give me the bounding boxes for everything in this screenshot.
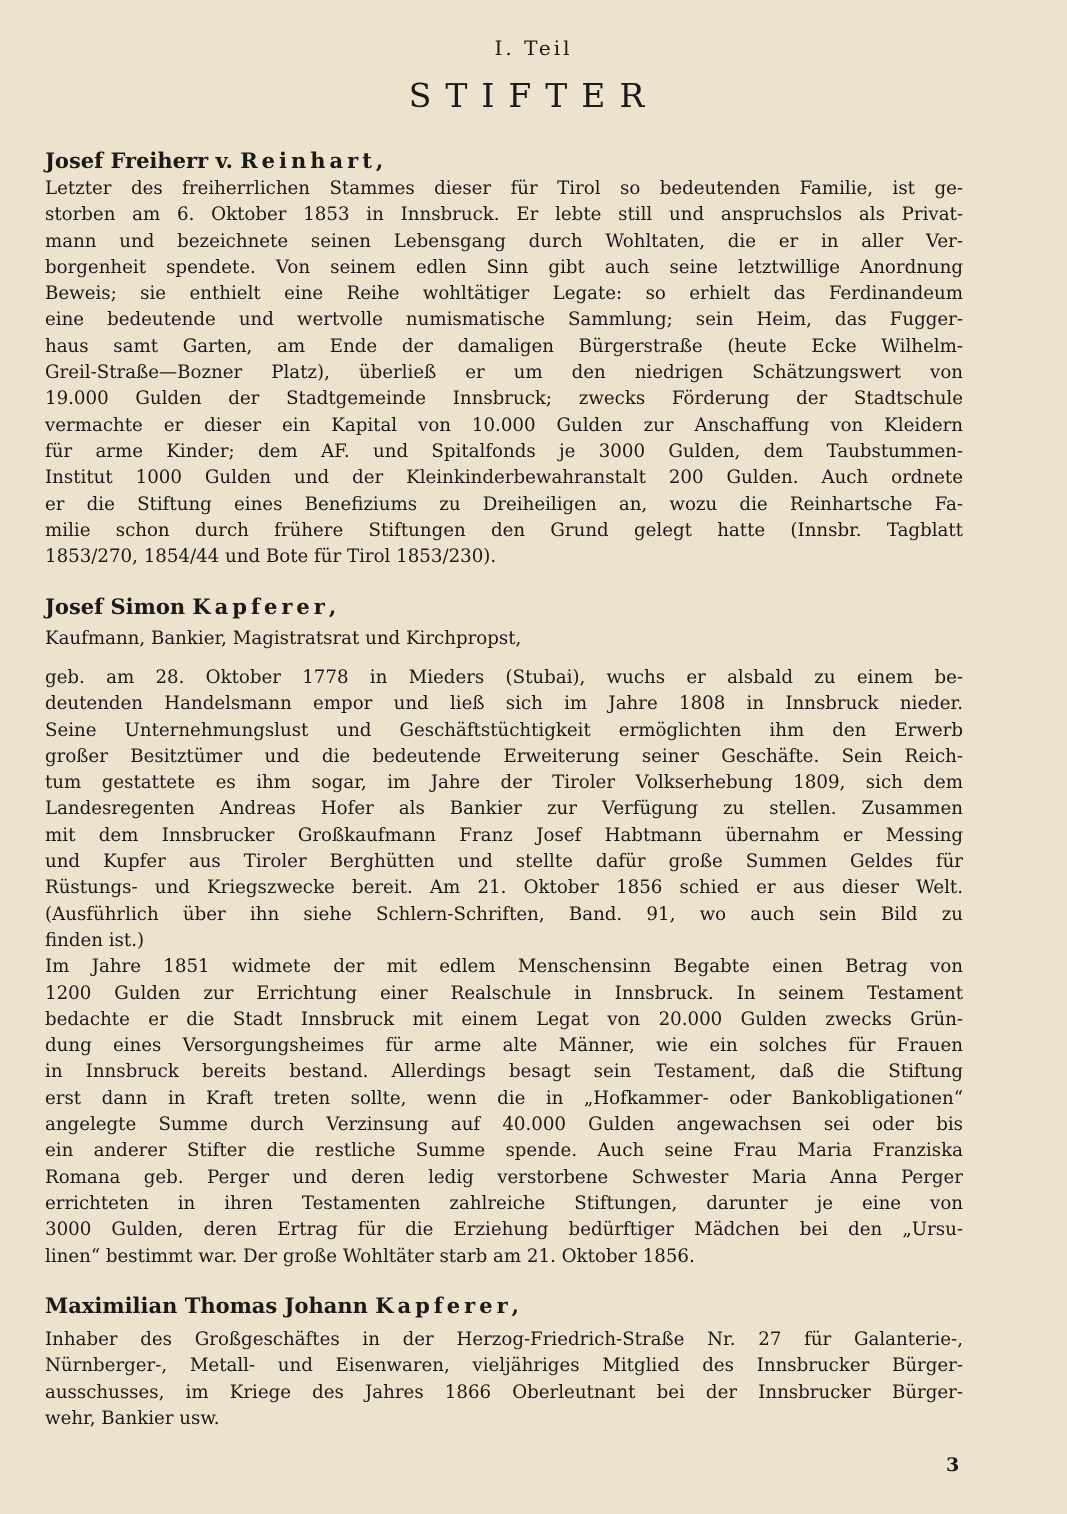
text-line: vermachte er dieser ein Kapital von 10.000 Gulden zur Anschaffung von Kleidern	[45, 414, 963, 436]
entry-name-suffix: ,	[375, 148, 384, 173]
entry-name-suffix: ,	[511, 1293, 519, 1318]
text-line: in Innsbruck bereits bestand. Allerdings besagt sein Testament, daß die Stiftung	[45, 1061, 963, 1083]
text-line: tum gestattete es ihm sogar, im Jahre der Tiroler Volkserhebung 1809, sich dem	[45, 772, 963, 794]
entry-paragraph	[45, 665, 963, 1270]
entry-surname: Kapferer	[375, 1293, 512, 1318]
text-line: und Kupfer aus Tiroler Berghütten und stellte dafür große Summen Geldes für	[45, 851, 963, 873]
text-line: Im Jahre 1851 widmete der mit edlem Menschensinn Begabte einen Betrag von	[45, 956, 963, 978]
entry-name-suffix: ,	[328, 594, 337, 619]
text-line: Inhaber des Großgeschäftes in der Herzog-Friedrich-Straße Nr. 27 für Galanterie-,	[45, 1329, 963, 1350]
entry-name-prefix: Josef Simon	[45, 594, 193, 619]
entry-name-maximilian-kapferer	[45, 1293, 519, 1318]
entry-name-reinhart	[45, 148, 383, 173]
text-line: Romana geb. Perger und deren ledig verstorbene Schwester Maria Anna Perger	[45, 1166, 963, 1188]
text-line: mann und bezeichnete seinen Lebensgang durch Wohltaten, die er in aller Ver-	[45, 230, 963, 252]
text-line: Nürnberger-, Metall- und Eisenwaren, vieljähriges Mitglied des Innsbrucker Bürger-	[45, 1355, 963, 1377]
text-line: angelegte Summe durch Verzinsung auf 40.000 Gulden angewachsen sei oder bis	[45, 1114, 963, 1136]
text-line: erst dann in Kraft treten sollte, wenn die in „Hofkammer- oder Bankobligationen“	[45, 1087, 963, 1109]
text-line: finden ist.)	[45, 929, 145, 951]
text-line: Institut 1000 Gulden und der Kleinkinderbewahranstalt 200 Gulden. Auch ordnete	[45, 467, 963, 489]
text-line: Landesregenten Andreas Hofer als Bankier zur Verfügung zu stellen. Zusammen	[45, 798, 963, 820]
text-line: 19.000 Gulden der Stadtgemeinde Innsbruck; zwecks Förderung der Stadtschule	[45, 388, 963, 410]
text-line: (Ausführlich über ihn siehe Schlern-Schriften, Band. 91, wo auch sein Bild zu	[45, 903, 963, 925]
entry-surname: Kapferer	[192, 594, 329, 619]
page-title: STIFTER	[408, 76, 659, 115]
text-line: 3000 Gulden, deren Ertrag für die Erziehung bedürftiger Mädchen bei den „Ursu-	[45, 1219, 963, 1241]
text-line: Seine Unternehmungslust und Geschäftstüchtigkeit ermöglichten ihm den Erwerb	[45, 719, 963, 741]
text-line: deutenden Handelsmann empor und ließ sich im Jahre 1808 in Innsbruck nieder.	[45, 693, 963, 715]
text-line: eine bedeutende und wertvolle numismatische Sammlung; sein Heim, das Fugger-	[45, 309, 963, 331]
text-line: Letzter des freiherrlichen Stammes dieser für Tirol so bedeutenden Familie, ist ge-	[45, 178, 963, 199]
entry-subtitle: Kaufmann, Bankier, Magistratsrat und Kirchpropst,	[45, 628, 522, 649]
text-line: linen“ bestimmt war. Der große Wohltäter starb am 21. Oktober 1856.	[45, 1245, 695, 1267]
text-line: errichteten in ihren Testamenten zahlreiche Stiftungen, darunter je eine von	[45, 1192, 963, 1214]
text-line: ein anderer Stifter die restliche Summe spende. Auch seine Frau Maria Franziska	[45, 1140, 963, 1162]
entry-surname: Reinhart	[240, 148, 376, 173]
part-heading: I. Teil	[494, 36, 573, 60]
text-line: mit dem Innsbrucker Großkaufmann Franz Josef Habtmann übernahm er Messing	[45, 824, 963, 846]
text-line: großer Besitztümer und die bedeutende Erweiterung seiner Geschäfte. Sein Reich-	[45, 745, 963, 767]
text-line: milie schon durch frühere Stiftungen den Grund gelegt hatte (Innsbr. Tagblatt	[45, 519, 963, 541]
entry-name-prefix: Josef Freiherr v.	[45, 148, 241, 173]
text-line: Rüstungs- und Kriegszwecke bereit. Am 21. Oktober 1856 schied er aus dieser Welt.	[45, 877, 963, 899]
text-line: 1853/270, 1854/44 und Bote für Tirol 1853/230).	[45, 546, 497, 568]
text-line: storben am 6. Oktober 1853 in Innsbruck. Er lebte still und anspruchslos als Privat-	[45, 204, 963, 226]
text-line: ausschusses, im Kriege des Jahres 1866 Oberleutnant bei der Innsbrucker Bürger-	[45, 1381, 963, 1403]
text-line: für arme Kinder; dem AF. und Spitalfonds je 3000 Gulden, dem Taubstummen-	[45, 440, 963, 462]
entry-paragraph	[45, 176, 963, 570]
page-number: 3	[946, 1454, 960, 1476]
text-line: wehr, Bankier usw.	[45, 1407, 220, 1429]
text-line: Greil-Straße—Bozner Platz), überließ er um den niedrigen Schätzungswert von	[45, 362, 963, 384]
text-line: borgenheit spendete. Von seinem edlen Sinn gibt auch seine letztwillige Anordnung	[45, 256, 963, 278]
text-line: 1200 Gulden zur Errichtung einer Realschule in Innsbruck. In seinem Testament	[45, 982, 963, 1004]
entry-name-prefix: Maximilian Thomas Johann	[45, 1293, 376, 1318]
entry-name-josef-simon-kapferer	[45, 594, 336, 619]
text-line: bedachte er die Stadt Innsbruck mit einem Legat von 20.000 Gulden zwecks Grün-	[45, 1008, 963, 1030]
text-line: er die Stiftung eines Benefiziums zu Dreiheiligen an, wozu die Reinhartsche Fa-	[45, 493, 963, 515]
text-line: haus samt Garten, am Ende der damaligen Bürgerstraße (heute Ecke Wilhelm-	[45, 335, 963, 357]
text-line: geb. am 28. Oktober 1778 in Mieders (Stubai), wuchs er alsbald zu einem be-	[45, 667, 963, 688]
text-line: dung eines Versorgungsheimes für arme alte Männer, wie ein solches für Frauen	[45, 1035, 963, 1057]
text-line: Beweis; sie enthielt eine Reihe wohltätiger Legate: so erhielt das Ferdinandeum	[45, 283, 963, 305]
entry-paragraph	[45, 1327, 963, 1432]
